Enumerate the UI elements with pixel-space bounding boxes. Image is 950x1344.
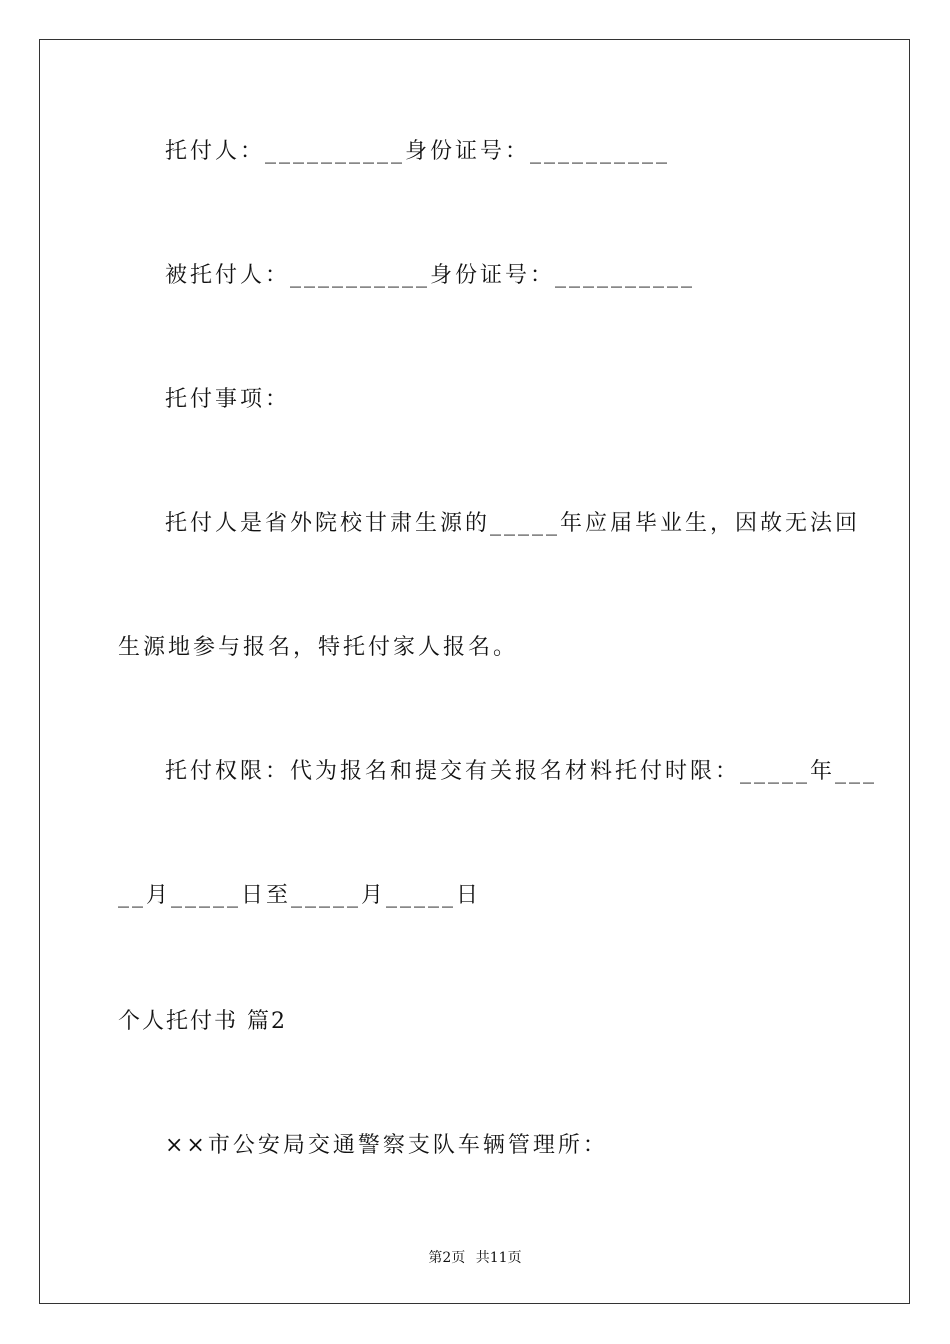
page-total: 共11页 bbox=[475, 1250, 522, 1266]
paragraph-authority-2: __月_____日至_____月_____日 bbox=[118, 883, 482, 908]
paragraph-matters-label: 托付事项： bbox=[165, 387, 291, 412]
paragraph-trustee: 被托付人：__________身份证号：__________ bbox=[165, 263, 696, 288]
page-number: 第2页 bbox=[428, 1250, 466, 1266]
paragraph-matters-body-2: 生源地参与报名，特托付家人报名。 bbox=[118, 635, 519, 660]
section-heading: 个人托付书 篇2 bbox=[118, 1009, 287, 1034]
page-border bbox=[39, 39, 910, 1304]
paragraph-matters-body-1: 托付人是省外院校甘肃生源的_____年应届毕业生，因故无法回 bbox=[165, 511, 861, 536]
paragraph-truster: 托付人：__________身份证号：__________ bbox=[165, 139, 671, 164]
paragraph-authority-1: 托付权限：代为报名和提交有关报名材料托付时限：_____年___ bbox=[165, 759, 878, 784]
paragraph-addressee: ××市公安局交通警察支队车辆管理所： bbox=[165, 1133, 608, 1158]
page-footer bbox=[0, 1247, 950, 1267]
